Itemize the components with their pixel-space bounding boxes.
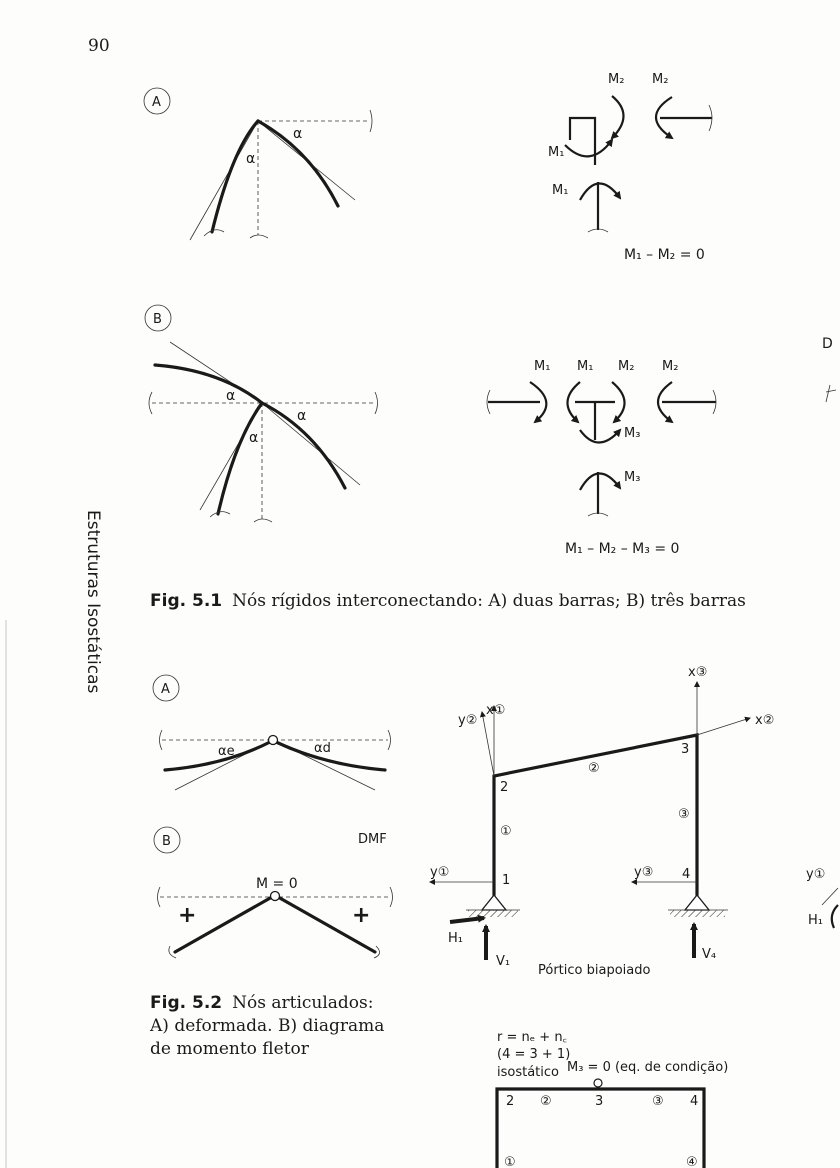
fig51-a-base bbox=[204, 230, 224, 236]
fig52-a-ref-left bbox=[160, 730, 163, 750]
fig51-b-m3-b: M₃ bbox=[624, 470, 641, 485]
fig52-b-axis-left bbox=[158, 887, 161, 907]
fig51-caption bbox=[150, 591, 746, 611]
lower-node-4: 4 bbox=[690, 1094, 699, 1109]
lower-frame bbox=[497, 1030, 728, 1168]
fig51-b-arc-m3-b bbox=[580, 473, 620, 490]
frame-members bbox=[494, 735, 697, 895]
fig51-a-deformed bbox=[144, 88, 372, 240]
fig51-a-ref-h-end bbox=[370, 110, 372, 132]
fig51-caption-prefix: Fig. 5.1 bbox=[150, 591, 223, 611]
reaction-h1 bbox=[450, 918, 484, 922]
fig51-b-alpha-1: α bbox=[226, 388, 236, 404]
fig52-b-dmf: DMF bbox=[358, 832, 387, 847]
fig52-caption-line3: de momento fletor bbox=[150, 1039, 309, 1059]
axis-y2 bbox=[482, 712, 494, 776]
fig51-b-m3-a: M₃ bbox=[624, 426, 641, 441]
label-y2: y② bbox=[458, 713, 478, 728]
fig51-a-alpha-1: α bbox=[293, 126, 303, 142]
svg-text:Fig. 5.2 Nós articulados bbox=[150, 993, 374, 1013]
fig51-b-deformed bbox=[145, 305, 378, 522]
frame-diagram bbox=[430, 665, 774, 978]
fig52-a-hinge bbox=[269, 736, 278, 745]
label-y3: y③ bbox=[634, 865, 654, 880]
fig51-b-equation: M₁ – M₂ – M₃ = 0 bbox=[565, 541, 680, 557]
edge-arc bbox=[832, 905, 838, 928]
fig51-a-moments bbox=[548, 72, 712, 263]
fig52-a-alpha-e: αe bbox=[218, 744, 235, 759]
fig52-b bbox=[154, 827, 393, 958]
edge-fragment-1 bbox=[826, 385, 836, 402]
fig52-b-hinge bbox=[271, 892, 280, 901]
axis-x2 bbox=[697, 718, 750, 735]
fig52-b-plus-left: + bbox=[178, 903, 197, 928]
fig51-b-arc-m3-a bbox=[580, 430, 620, 443]
next-page-edge bbox=[806, 336, 838, 928]
fig52-a-label: A bbox=[161, 682, 170, 697]
fig51-a-arc-m1 bbox=[565, 140, 612, 156]
fig51-a-arc-m2 bbox=[612, 96, 624, 138]
label-y1: y① bbox=[430, 865, 450, 880]
fig51-a-m1-lower: M₁ bbox=[552, 183, 569, 198]
fig52-a bbox=[153, 675, 391, 790]
fig52-caption-line1: Nós articulados: bbox=[232, 993, 374, 1013]
fig52-b-plus-right: + bbox=[352, 903, 371, 928]
fig51-b-moments bbox=[487, 359, 716, 557]
bar-3: ③ bbox=[678, 807, 690, 822]
fig52-b-axis-right bbox=[390, 887, 393, 907]
fig52-b-label: B bbox=[162, 834, 171, 849]
fig52-caption-prefix: Fig. 5.2 bbox=[150, 993, 223, 1013]
support-4-triangle bbox=[685, 895, 709, 910]
fig51-b-m2-b: M₂ bbox=[662, 359, 679, 374]
edge-h1: H₁ bbox=[808, 913, 823, 928]
fig51-a-bar-left bbox=[212, 121, 258, 232]
fig51-a-label: A bbox=[152, 95, 161, 110]
edge-hatch bbox=[822, 888, 838, 905]
fig51-a-tangent-1 bbox=[190, 121, 258, 240]
page-number: 90 bbox=[88, 36, 110, 56]
fig51-a-m2-right: M₂ bbox=[652, 72, 669, 87]
fig51-b-m1-b: M₁ bbox=[577, 359, 594, 374]
node-3: 3 bbox=[681, 742, 690, 757]
lower-eq-num: (4 = 3 + 1) bbox=[497, 1047, 571, 1062]
bar-1: ① bbox=[500, 824, 512, 839]
lower-bar-3: ③ bbox=[652, 1094, 664, 1109]
fig52-caption-line2: A) deformada. B) diagrama bbox=[150, 1016, 385, 1036]
fig51-b-alpha-2: α bbox=[297, 408, 307, 424]
fig51-b-bar-bottom bbox=[218, 403, 262, 514]
fig51-b-alpha-3: α bbox=[249, 430, 259, 446]
support-1-hatch bbox=[468, 910, 518, 917]
fig52-b-m-zero: M = 0 bbox=[256, 876, 298, 892]
label-v4: V₄ bbox=[702, 947, 717, 962]
lower-bar-4: ④ bbox=[686, 1155, 698, 1168]
edge-y1: y① bbox=[806, 867, 826, 882]
fig51-caption-text: Nós rígidos interconectando: A) duas barras; B) três barras bbox=[232, 591, 746, 611]
fig51-a-m2-left: M₂ bbox=[608, 72, 625, 87]
fig52-caption bbox=[149, 993, 384, 1059]
lower-m3-condition: M₃ = 0 (eq. de condição) bbox=[567, 1060, 729, 1075]
lower-bar-1: ① bbox=[504, 1155, 516, 1168]
fig51-b-ref-h-right bbox=[375, 392, 378, 414]
fig51-a-alpha-2: α bbox=[246, 151, 256, 167]
support-4-hatch bbox=[670, 910, 725, 917]
label-v1: V₁ bbox=[496, 954, 511, 969]
fig51-a-node-bar bbox=[570, 118, 595, 165]
fig51-b-tangent-3 bbox=[262, 403, 360, 485]
fig51-b-m1-a: M₁ bbox=[534, 359, 551, 374]
lower-eq-r: r = nₑ + n꜀ bbox=[497, 1030, 568, 1045]
edge-d-letter: D bbox=[822, 336, 833, 352]
node-2: 2 bbox=[500, 780, 509, 795]
fig52-a-ref-right bbox=[388, 730, 391, 750]
label-h1: H₁ bbox=[448, 931, 463, 946]
node-1: 1 bbox=[502, 873, 511, 888]
fig51-b-ref-v-end bbox=[254, 519, 272, 522]
frame-title: Pórtico biapoiado bbox=[538, 963, 651, 978]
label-x1: x① bbox=[486, 703, 506, 718]
fig51-a-arc-m1-lower bbox=[580, 183, 620, 200]
fig52-a-alpha-d: αd bbox=[314, 741, 331, 756]
fig51-b-ref-h-left bbox=[149, 392, 152, 414]
label-x3: x③ bbox=[688, 665, 708, 680]
lower-bar-2: ② bbox=[540, 1094, 552, 1109]
lower-isostatic: isostático bbox=[497, 1065, 559, 1080]
fig51-b-m2-a: M₂ bbox=[618, 359, 635, 374]
fig51-b-label: B bbox=[153, 312, 162, 327]
fig51-a-ref-v-end bbox=[250, 235, 268, 238]
fig51-b-bar-left bbox=[155, 365, 262, 403]
node-4: 4 bbox=[682, 867, 691, 882]
fig51-a-m1-top: M₁ bbox=[548, 145, 565, 160]
support-1-triangle bbox=[482, 895, 506, 910]
side-title: Estruturas Isostáticas bbox=[83, 510, 103, 694]
fig51-a-equation: M₁ – M₂ = 0 bbox=[624, 247, 705, 263]
bar-2: ② bbox=[588, 761, 600, 776]
lower-hinge-3 bbox=[594, 1079, 602, 1087]
label-x2: x② bbox=[755, 713, 775, 728]
lower-node-3: 3 bbox=[595, 1094, 604, 1109]
lower-node-2: 2 bbox=[506, 1094, 515, 1109]
